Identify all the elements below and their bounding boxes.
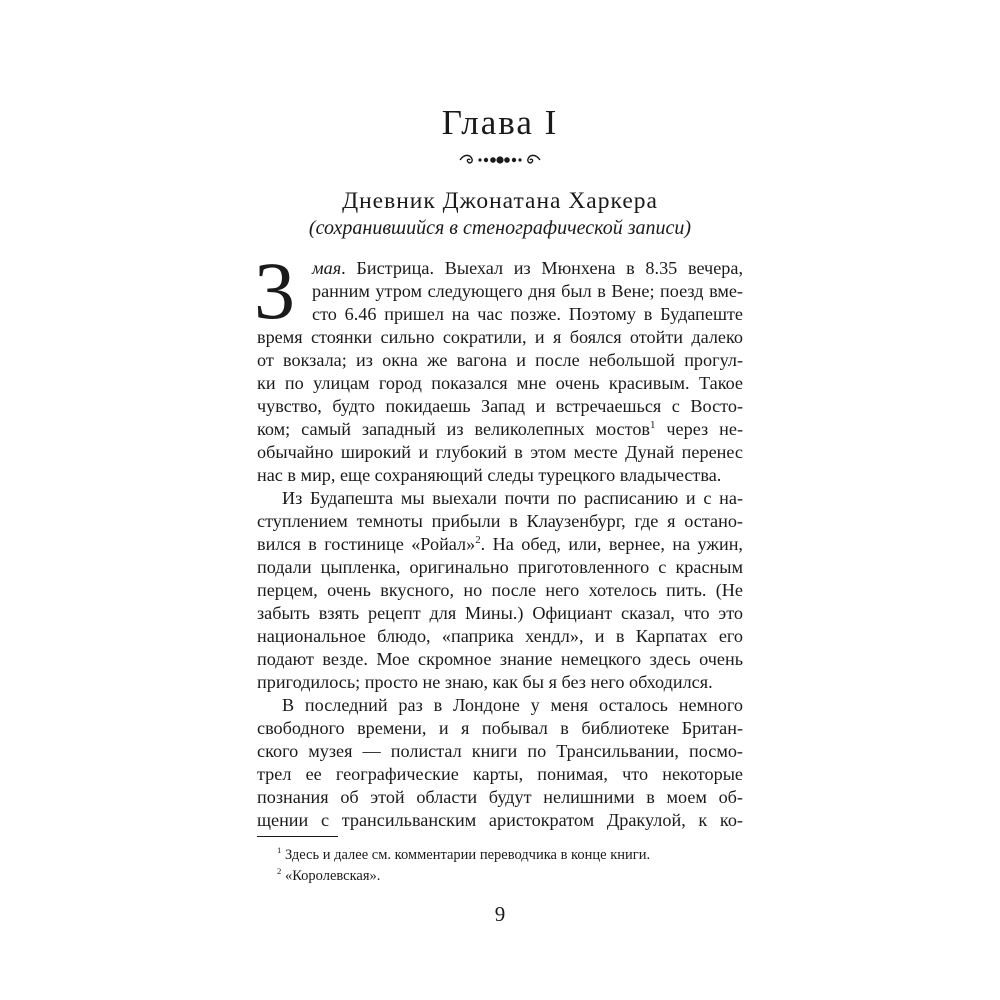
section-title: Дневник Джонатана Харкера [342, 188, 658, 214]
text-span: . Бистрица. Выехал из Мюнхена в 8.35 вечера, [341, 258, 743, 278]
text-line: свободного времени, и я побывал в библиотеке Британ- [257, 718, 743, 738]
text-line: ступлением темноты прибыли в Клаузенбург, где я остано- [257, 511, 743, 531]
text-line: обычайно широкий и глубокий в этом месте Дунай перенес [257, 442, 743, 462]
text-span: . На обед, или, вернее, на ужин, [480, 534, 743, 554]
text-line: познания об этой области будут нелишними в моем об- [257, 787, 743, 807]
drop-cap: 3 [254, 245, 295, 336]
footnote-divider [257, 836, 338, 837]
footnote-2 [277, 866, 380, 886]
chapter-title: Глава I [441, 103, 559, 142]
text-line: время стоянки сильно сократили, и я боялся отойти далеко [257, 327, 743, 347]
text-line: подают везде. Мое скромное знание немецкого здесь очень [257, 649, 743, 669]
footnote-text: Здесь и далее см. комментарии переводчика в конце книги. [281, 847, 651, 863]
text-line: сто 6.46 пришел на час позже. Поэтому в Будапеште [312, 304, 743, 324]
ornament-divider-icon [450, 150, 550, 170]
text-line: В последний раз в Лондоне у меня осталось немного [282, 695, 743, 715]
footnote-mark: 1 [277, 845, 282, 856]
text-line: Из Будапешта мы выехали почти по расписанию и с на- [282, 488, 743, 508]
footnote-text: «Королевская». [281, 868, 381, 884]
text-line [312, 257, 743, 279]
footnote-mark: 2 [277, 866, 282, 877]
text-span: вился в гостинице «Ройал» [257, 534, 476, 554]
section-subtitle: (сохранившийся в стенографической записи) [308, 217, 692, 239]
text-line: перцем, очень вкусного, но после него хотелось пить. (Не [257, 580, 743, 600]
footnote-ref-2: 2 [475, 533, 481, 546]
text-line: от вокзала; из окна же вагона и после небольшой прогул- [257, 350, 743, 370]
text-line: нас в мир, еще сохраняющий следы турецкого владычества. [257, 465, 722, 485]
text-line: национальное блюдо, «паприка хендл», и в Карпатах его [257, 626, 743, 646]
text-line [257, 418, 743, 440]
text-line: щении с трансильванским аристократом Дракулой, к ко- [257, 810, 743, 830]
text-line: ранним утром следующего дня был в Вене; поезд вме- [312, 281, 743, 301]
text-line: чувство, будто покидаешь Запад и встречаешься с Восто- [257, 396, 743, 416]
footnote-ref-1: 1 [650, 418, 656, 431]
text-line: трел ее географические карты, понимая, что некоторые [257, 764, 743, 784]
text-line: ки по улицам город показался мне очень красивым. Такое [257, 373, 743, 393]
text-line: подали цыпленка, оригинально приготовленного с красным [257, 557, 743, 577]
text-line: ского музея — полистал книги по Трансильвании, посмо- [257, 741, 743, 761]
text-span: через не- [655, 419, 744, 439]
text-span: ком; самый западный из великолепных мостов [257, 419, 651, 439]
italic-date: мая [312, 258, 342, 278]
text-line: забыть взять рецепт для Мины.) Официант сказал, что это [257, 603, 743, 623]
footnote-1 [277, 845, 650, 865]
text-line [257, 533, 743, 555]
text-line: пригодилось; просто не знаю, как бы я без него обходился. [257, 672, 713, 692]
page-number: 9 [494, 902, 506, 926]
